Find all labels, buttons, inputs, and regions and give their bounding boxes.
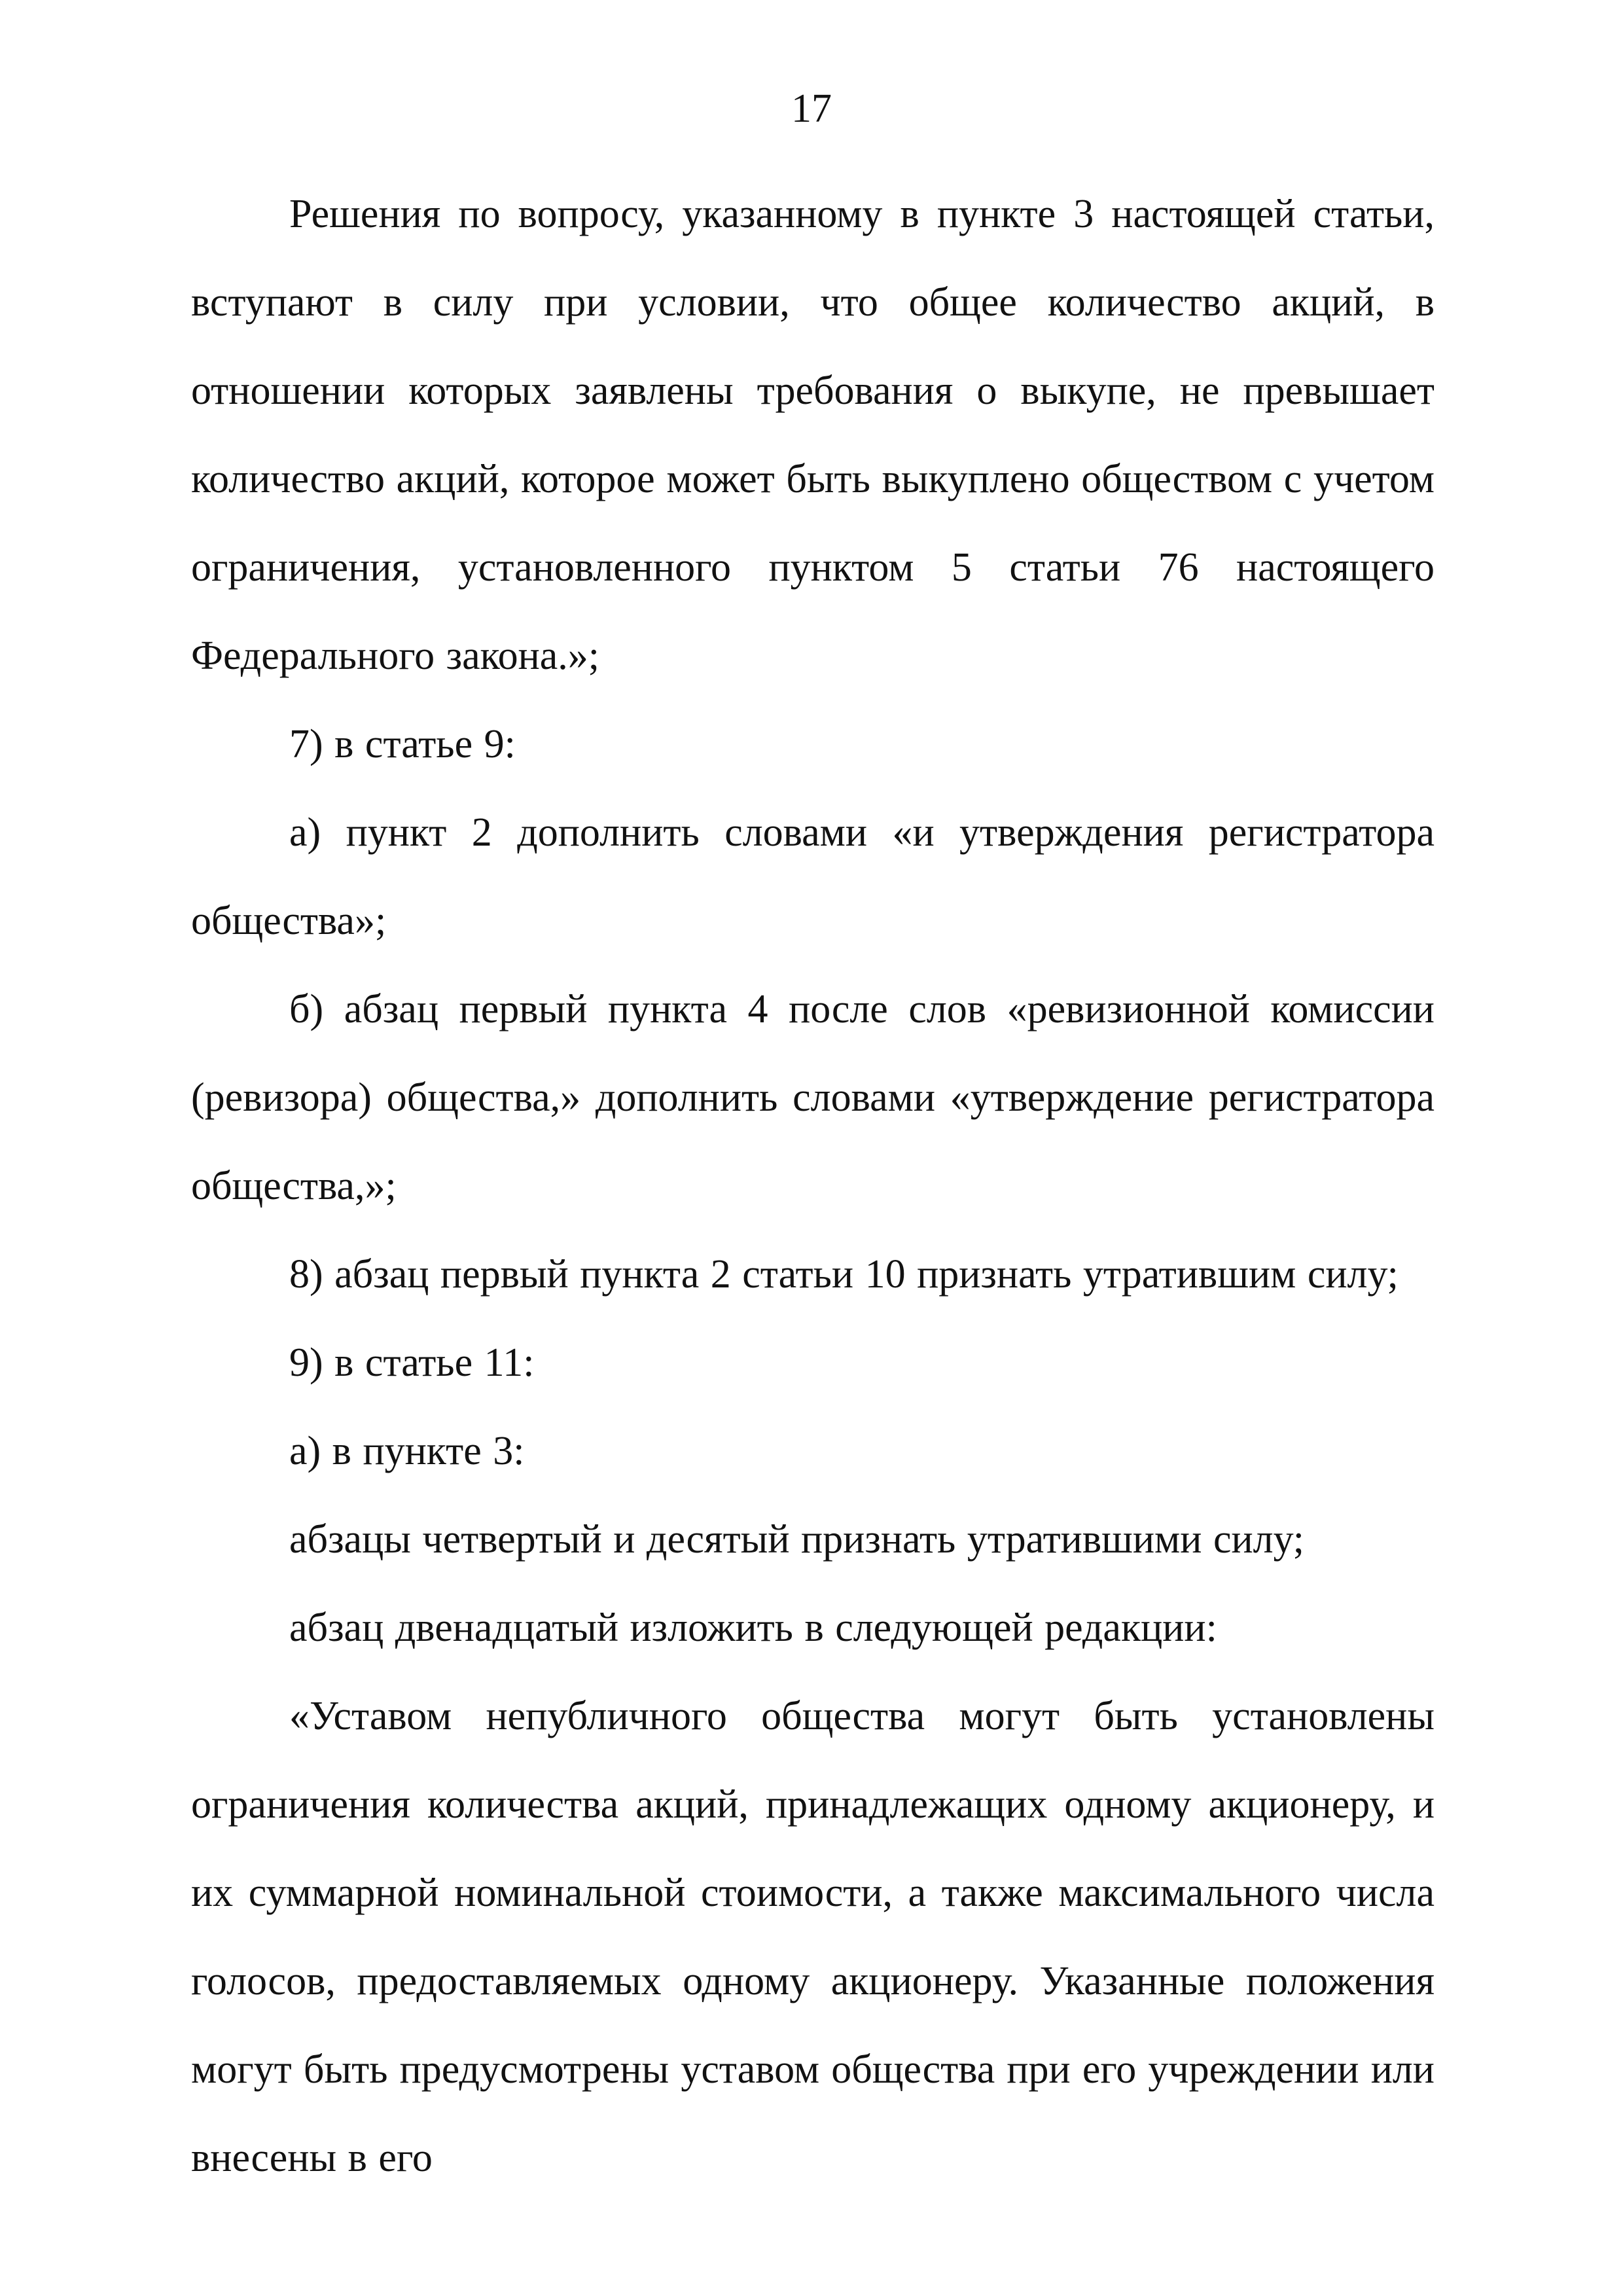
paragraph-charter-quote: «Уставом непубличного общества могут быть установлены ограничения количества акций, принадлежащих одному акционеру, и их суммарной номинальной стоимости, а также максимального числа голосов, предоставляемых одному акционеру. Указанные положения могут быть предусмотрены уставом общества при его учреждении или внесены в его: [191, 1694, 1435, 2180]
paragraph-item-8: 8) абзац первый пункта 2 статьи 10 признать утратившим силу;: [289, 1252, 1399, 1297]
paragraph-item-7b: б) абзац первый пункта 4 после слов «ревизионной комиссии (ревизора) общества,» дополнить словами «утверждение регистратора общества,»;: [191, 987, 1435, 1208]
paragraph-item-9a: а) в пункте 3:: [289, 1429, 525, 1473]
paragraph-item-7: 7) в статье 9:: [289, 722, 516, 766]
paragraph-item-7a: а) пункт 2 дополнить словами «и утверждения регистратора общества»;: [191, 810, 1435, 943]
document-body: [191, 170, 1435, 2202]
paragraph-subitem-abzacy: абзацы четвертый и десятый признать утратившими силу;: [289, 1517, 1305, 1562]
paragraph-item-9: 9) в статье 11:: [289, 1340, 535, 1385]
paragraph-decisions: Решения по вопросу, указанному в пункте 3 настоящей статьи, вступают в силу при условии, что общее количество акций, в отношении которых заявлены требования о выкупе, не превышает количество акций, которое может быть выкуплено обществом с учетом ограничения, установленного пунктом 5 статьи 76 настоящего Федерального закона.»;: [191, 192, 1435, 678]
paragraph-subitem-abzac-12: абзац двенадцатый изложить в следующей редакции:: [289, 1605, 1217, 1650]
page-number: 17: [791, 86, 832, 131]
